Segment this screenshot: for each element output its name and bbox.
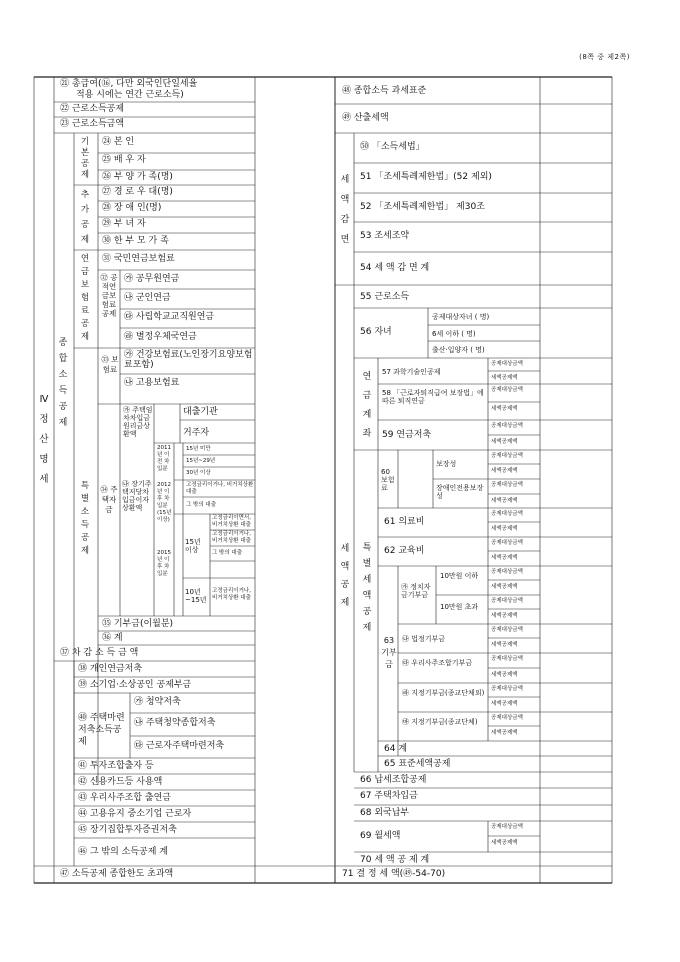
amount-label-target: 공제대상금액 [491, 387, 523, 393]
row-63c: ㉰ 우리사주조합기부금 [402, 659, 473, 667]
row-60a: 보장성 [436, 460, 457, 468]
y2015-15-label: 15년 이상 [185, 538, 201, 554]
amount-label-credit: 세액공제액 [491, 642, 518, 648]
row-66: 66 납세조합공제 [360, 775, 427, 785]
row-41: ㊶ 투자조합출자 등 [78, 761, 154, 771]
row-21b: 적용 시에는 연간 근로소득) [76, 90, 184, 100]
amount-label-credit: 세액공제액 [491, 672, 518, 678]
row-68: 68 외국납부 [360, 808, 410, 818]
row-57: 57 과학기술인공제 [382, 368, 441, 376]
amount-label-credit: 세액공제액 [491, 730, 518, 736]
y2012-label: 2012년 이후 차입분 (15년 이상) [157, 482, 172, 523]
row-50: ㊿ 「소득세법」 [360, 142, 425, 152]
row-31: ㉛ 국민연금보험료 [102, 254, 175, 264]
amount-label-target: 공제대상금액 [491, 540, 523, 546]
row-33b: ㉯ 고용보험료 [124, 378, 180, 388]
y2011-row-2: 30년 이상 [186, 470, 211, 476]
row-63a1: 10만원 이하 [440, 572, 479, 580]
row-70: 70 세 액 공 제 계 [360, 855, 430, 865]
y2015-label: 2015년 이후 차입분 [157, 550, 171, 577]
y2011-row-0: 15년 미만 [186, 446, 211, 452]
row-32b: ㉯ 군인연금 [124, 293, 171, 303]
row-28: ㉘ 장 애 인(명) [102, 203, 162, 213]
amount-label-target: 공제대상금액 [491, 423, 523, 429]
row-23: ㉓ 근로소득금액 [60, 119, 125, 129]
amount-label-target: 공제대상금액 [491, 715, 523, 721]
row-53: 53 조세조약 [360, 231, 410, 241]
row-46: ㊻ 그 밖의 소득공제 계 [78, 847, 168, 857]
row-71: 71 결 정 세 액(㊾-54-70) [342, 869, 446, 879]
amount-label-target: 공제대상금액 [491, 511, 523, 517]
y2015-15-row-0: 고정금리이면서, 비거치상환 대출 [212, 515, 251, 528]
row-60b: 장애인전용보장성 [436, 484, 484, 500]
y2012-row-0: 고정금리이거나, 비거치상환 대출 [186, 482, 254, 495]
amount-label-credit: 세액공제액 [491, 406, 518, 412]
row-40b: ㉯ 주택청약종합저축 [134, 718, 216, 728]
row-52: 52 「조세특례제한법」 제30조 [360, 202, 485, 212]
row-32d: ㉱ 별정우체국연금 [124, 332, 197, 342]
row-47: ㊼ 소득공제 종합한도 초과액 [60, 869, 174, 879]
amount-label-credit: 세액공제액 [491, 468, 518, 474]
row-21: ㉑ 총급여(⑯, 다만 외국인단일세율 [60, 79, 198, 89]
y2011-label: 2011년 이전 차입분 [157, 445, 171, 472]
row-26: ㉖ 부 양 가 족(명) [102, 172, 173, 182]
row-62: 62 교육비 [384, 546, 425, 556]
page-number: (8쪽 중 제2쪽) [579, 53, 630, 61]
row-32c: ㉰ 사립학교교직원연금 [124, 312, 215, 322]
row-32a: ㉮ 공무원연금 [124, 274, 180, 284]
amount-label-target: 공제대상금액 [491, 627, 523, 633]
row-63a2: 10만원 초과 [440, 603, 479, 611]
row-55: 55 근로소득 [360, 292, 410, 302]
row-32: ㉜ 공적연금보험료공제 [100, 273, 118, 318]
row-34a: ㉮ 주택임차차입금원리금상환액 [123, 406, 153, 438]
special-credit-label: 특별세액공제 [362, 543, 372, 633]
row-69: 69 월세액 [360, 831, 401, 841]
row-48: ㊽ 종합소득 과세표준 [342, 86, 427, 96]
row-61: 61 의료비 [384, 517, 425, 527]
row-58: 58 「근로자퇴직급여 보장법」에 따른 퇴직연금 [382, 389, 484, 405]
row-22: ㉒ 근로소득공제 [60, 104, 125, 114]
row-24: ㉔ 본 인 [102, 137, 135, 147]
row-44: ㊹ 고용유지 중소기업 근로자 [78, 809, 192, 819]
row-29: ㉙ 부 녀 자 [102, 219, 146, 229]
row-34b: ㉯ 장기주택저당차입금이자상환액 [122, 480, 152, 512]
y2011-row-1: 15년~29년 [186, 458, 216, 464]
amount-label-credit: 세액공제액 [491, 526, 518, 532]
row-45: ㊺ 장기집합투자증권저축 [78, 825, 177, 835]
row-38: ㊳ 개인연금저축 [78, 664, 143, 674]
basic-label: 기본공제 [80, 137, 90, 180]
special-label: 특별소득공제 [80, 481, 90, 556]
row-51: 51 「조세특례제한법」(52 제외) [360, 172, 492, 182]
row-63: 63 기부금 [381, 636, 397, 669]
row-49: ㊾ 산출세액 [342, 113, 389, 123]
row-64: 64 계 [384, 744, 408, 754]
y2012-row-1: 그 밖의 대출 [186, 502, 217, 508]
amount-label-credit: 세액공제액 [491, 555, 518, 561]
row-33: ㉝ 보험료 [101, 355, 119, 374]
pension-label: 연금보험료공제 [80, 254, 90, 342]
amount-label-target: 공제대상금액 [491, 686, 523, 692]
amount-label-target: 공제대상금액 [491, 569, 523, 575]
row-40c: ㉰ 근로자주택마련저축 [134, 741, 225, 751]
row-63d: ㉱ 지정기부금(종교단체외) [402, 689, 485, 697]
row-56-1: 6세 이하 ( 명) [432, 330, 476, 338]
row-59: 59 연금저축 [382, 430, 432, 440]
resident-label: 거주자 [183, 428, 210, 438]
row-35: ㉟ 기부금(이월분) [102, 619, 174, 629]
lender-label: 대출기관 [183, 407, 218, 417]
row-36: ㊱ 계 [102, 633, 123, 643]
row-33a: ㉮ 건강보험료(노인장기요양보험료포함) [124, 350, 253, 370]
row-39: ㊴ 소기업·소상공인 공제부금 [78, 680, 192, 690]
amount-label-target: 공제대상금액 [491, 824, 523, 830]
row-56-0: 공제대상자녀 ( 명) [432, 313, 490, 321]
amount-label-credit: 세액공제액 [491, 498, 518, 504]
amount-label-target: 공제대상금액 [491, 598, 523, 604]
y2015-15-row-2: 그 밖의 대출 [212, 550, 243, 556]
row-65: 65 표준세액공제 [384, 759, 451, 769]
row-43: ㊸ 우리사주조합 출연금 [78, 793, 171, 803]
row-54: 54 세 액 감 면 계 [360, 263, 430, 273]
row-27: ㉗ 경 로 우 대(명) [102, 187, 173, 197]
row-40a: ㉮ 청약저축 [134, 697, 181, 707]
amount-label-credit: 세액공제액 [491, 439, 518, 445]
row-42: ㊷ 신용카드등 사용액 [78, 777, 163, 787]
row-56-2: 출산·입양자 ( 명) [432, 346, 485, 354]
row-63b: ㉯ 법정기부금 [402, 635, 446, 643]
row-56: 56 자녀 [360, 327, 392, 337]
reduction-label: 세액감면 [340, 175, 350, 245]
amount-label-target: 공제대상금액 [491, 656, 523, 662]
row-40: ㊵ 주택마련저축소득공제 [78, 713, 125, 747]
amount-label-credit: 세액공제액 [491, 701, 518, 707]
row-60: 60 보험료 [381, 468, 395, 492]
amount-label-credit: 세액공제액 [491, 613, 518, 619]
additional-label: 추가공제 [80, 190, 90, 245]
amount-label-target: 공제대상금액 [491, 482, 523, 488]
row-25: ㉕ 배 우 자 [102, 155, 146, 165]
amount-label-credit: 세액공제액 [491, 375, 518, 381]
y2015-10-row-0: 고정금리이거나, 비거치상환 대출 [212, 588, 251, 601]
row-34: ㉞ 주택자금 [100, 485, 118, 514]
pension-acct-label: 연금계좌 [362, 372, 372, 439]
row-67: 67 주택차입금 [360, 791, 418, 801]
amount-label-target: 공제대상금액 [491, 361, 523, 367]
section-label: Ⅳ 정 산 명 세 [39, 394, 49, 485]
row-37: ㊲ 차 감 소 득 금 액 [60, 648, 139, 658]
y2015-15-row-1: 고정금리이거나, 비거치상환 대출 [212, 531, 251, 544]
row-63a: ㉮ 정치자금기부금 [401, 583, 431, 599]
group-total-label: 종합소득공제 [58, 338, 68, 428]
credit-label: 세액공제 [340, 544, 350, 608]
row-30: ㉚ 한 부 모 가 족 [102, 236, 169, 246]
amount-label-credit: 세액공제액 [491, 584, 518, 590]
amount-label-credit: 세액공제액 [491, 840, 518, 846]
amount-label-target: 공제대상금액 [491, 453, 523, 459]
y2015-10-label: 10년~15년 [185, 588, 207, 604]
row-63e: ㉲ 지정기부금(종교단체) [402, 718, 478, 726]
